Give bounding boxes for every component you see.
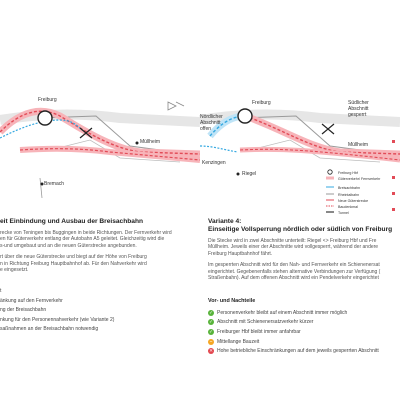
pros-item	[208, 337, 400, 347]
variant-subtitle: Einseitige Vollsperrung nördlich oder südlich von Freiburg	[208, 226, 393, 233]
legend-item: Neue Güterstrecke	[338, 199, 369, 203]
pros-item-text: Freiburger Hbf bleibt immer anfahrbar	[217, 328, 301, 335]
city-freiburg-label: Freiburg	[252, 100, 271, 106]
minus-icon: ✕	[209, 348, 213, 354]
legend-hub-icon	[328, 170, 332, 174]
north-label-line3: offen	[200, 126, 212, 132]
list-item: ng der Breisachbahn	[0, 307, 47, 314]
crossing-marker	[322, 124, 334, 134]
right-para2-line: eingerichtet. Gegebenenfalls stehen alternative Verbindungen zur Verfügung (	[208, 268, 381, 275]
connector-marker	[392, 176, 395, 179]
neutral-icon: –	[209, 338, 213, 344]
connector-marker	[392, 192, 395, 195]
right-para1-line: Freiburg Hauptbahnhof fährt.	[208, 250, 273, 257]
left-para2-line: rt über die neue Güterstrecke und biegt auf der Höhe von Freiburg	[0, 254, 147, 261]
left-para1-line: en für Güterverkehr entlang der Autobahn A5 geleitet. Gleichzeitig wird die	[0, 236, 165, 243]
pros-item-text: Hohe betriebliche Einschränkungen auf dem jeweils gesperrten Abschnitt	[217, 348, 379, 355]
pros-item-text: Personenverkehr bleibt auf einem Abschnitt immer möglich	[217, 309, 348, 316]
city-freiburg-label: Freiburg	[38, 97, 57, 103]
north-label-line1: Nördlicher	[200, 114, 223, 120]
left-para1-line: s-und umgebaut und an die neuen Güterstrecke angebunden.	[0, 242, 137, 249]
left-title: eit Einbindung und Ausbau der Breisachbahn	[0, 218, 143, 225]
connector-marker	[392, 208, 395, 211]
left-caption	[0, 218, 196, 273]
legend-item: Rheintalbahn	[338, 193, 360, 197]
south-label-line1: Südlicher	[348, 100, 369, 106]
city-kenzingen-label: Kenzingen	[202, 160, 226, 166]
city-muellheim-label: Müllheim	[140, 139, 161, 145]
city-riegel-label: Riegel	[242, 171, 257, 177]
pros-cons-title: Vor- und Nachteile	[208, 298, 256, 304]
right-caption	[208, 218, 400, 281]
right-para1-line: Die Stecke wird in zwei Abschnitte unterteilt: Riegel <> Freiburg Hbf und Fre	[208, 238, 377, 244]
city-bremach-label: Bremach	[44, 181, 65, 187]
right-para2-line: Im gesperrten Abschnitt wird für den Nah- und Fernverkehr ein Schienenersat	[208, 262, 380, 269]
city-muellheim-label: Müllheim	[348, 142, 369, 148]
map-legend	[326, 170, 381, 215]
right-para2-line: Straßenbahn). Auf dem offenen Abschnitt wird ein Pendelverkehr eingerichtet	[208, 275, 379, 282]
left-para2-line: e eingesetzt.	[0, 267, 29, 274]
pros-item-text: Mittellange Bauzeit	[217, 338, 260, 345]
check-icon: ✓	[209, 319, 213, 325]
left-list	[0, 287, 200, 335]
variant-title: Variante 4:	[208, 218, 242, 225]
freiburg-hub	[238, 109, 252, 123]
pros-item	[208, 318, 400, 328]
pros-item	[208, 346, 400, 356]
legend-item: Freiburg Hbf	[338, 171, 358, 175]
pros-item	[208, 327, 400, 337]
pros-item	[208, 308, 400, 318]
pros-item-text: Abschnitt mit Schienenersatzverkehr kürzer	[217, 319, 314, 326]
left-para1-line: recke von Teningen bis Buggingen in beide Richtungen. Der Fernverkehr wird	[0, 230, 172, 236]
list-item: t	[0, 288, 2, 294]
legend-item: Tunnel	[338, 211, 349, 215]
legend-item: Breisachbahn	[338, 186, 360, 190]
check-icon: ✓	[209, 309, 213, 315]
legend-item: Baudenkmal	[338, 205, 358, 209]
list-item: nkung für den Personennahverkehr (wie Variante 2)	[0, 316, 115, 323]
city-dot	[237, 173, 240, 176]
south-label-line3: gesperrt	[348, 112, 367, 118]
pros-cons-list	[208, 298, 400, 356]
connector-marker	[392, 140, 395, 143]
blue-line	[200, 146, 238, 152]
legend-item: Güterverkehr/ Fernverkehr	[338, 177, 381, 181]
left-para2-line: n in Richtung Freiburg Hauptbahnhof ab. Für den Nahverkehr wird	[0, 260, 147, 267]
south-label-line2: Abschnitt	[348, 106, 369, 112]
north-label-line2: Abschnitt	[200, 120, 221, 126]
right-para1-line: Müllheim. Jeweils einer der Abschnitte wird vollgesperrt, während der andere	[208, 244, 379, 251]
list-item: saßnahmen an der Breisachbahn notwendig	[0, 326, 99, 333]
list-item: änkung auf den Fernverkehr	[0, 297, 63, 304]
check-icon: ✓	[209, 328, 213, 334]
